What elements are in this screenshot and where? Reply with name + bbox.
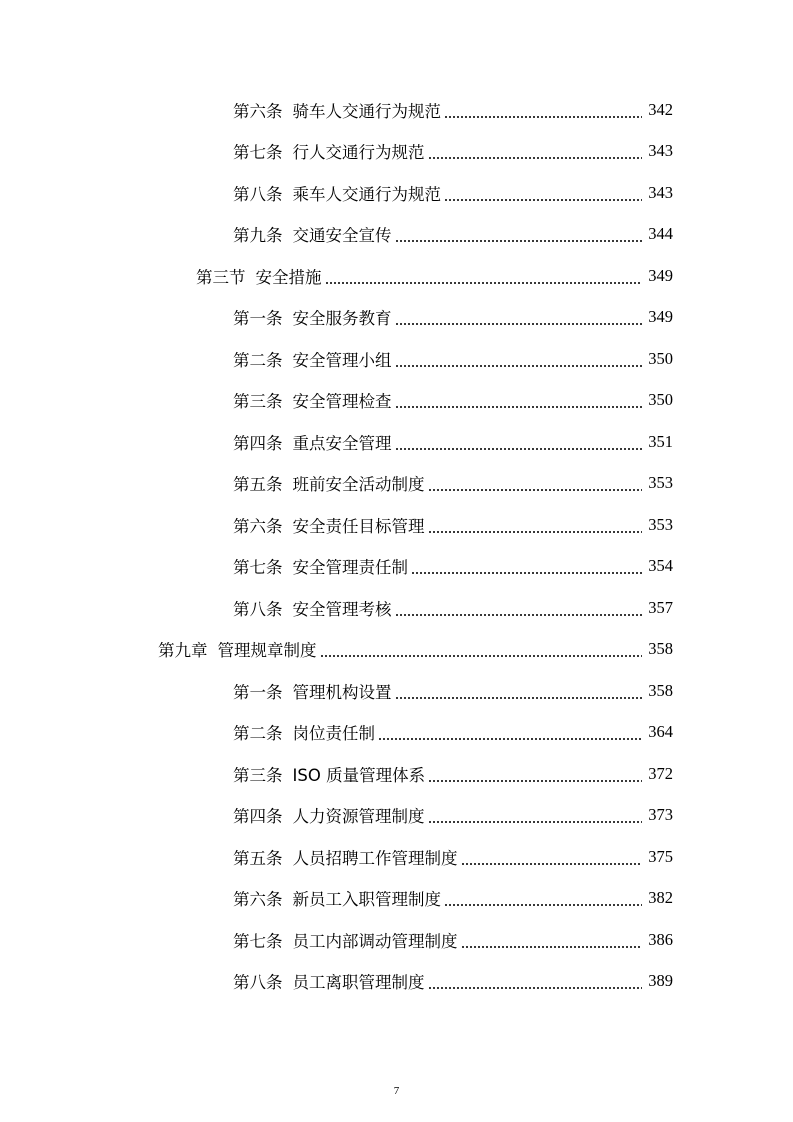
toc-entry-number: 第二条 (233, 724, 283, 744)
toc-entry-title: 安全责任目标管理 (292, 516, 425, 536)
toc-dot-leader (428, 531, 643, 533)
toc-dot-leader (325, 282, 643, 284)
toc-entry-title: ISO 质量管理体系 (292, 765, 426, 785)
toc-entry-title: 重点安全管理 (292, 433, 392, 453)
toc-entry[interactable] (0, 421, 793, 463)
toc-entry-title: 交通安全宣传 (292, 226, 392, 246)
toc-entry[interactable] (0, 338, 793, 380)
toc-entry-page: 373 (648, 805, 673, 825)
toc-dot-leader (395, 614, 643, 616)
toc-dot-leader (378, 738, 642, 740)
page-number: 7 (393, 1085, 400, 1097)
toc-entry-number: 第七条 (233, 143, 283, 163)
toc-entry-number: 第一条 (233, 682, 283, 702)
toc-entry-number: 第八条 (233, 973, 283, 993)
toc-entry[interactable] (0, 878, 793, 920)
toc-entry-page: 353 (648, 473, 673, 493)
table-of-contents (0, 89, 793, 1002)
toc-entry-number: 第一条 (233, 309, 283, 329)
toc-dot-leader (461, 946, 643, 948)
toc-entry-number: 第七条 (233, 931, 283, 951)
toc-entry-title: 乘车人交通行为规范 (292, 184, 441, 204)
toc-entry-number: 第二条 (233, 350, 283, 370)
toc-dot-leader (428, 157, 643, 159)
toc-entry-title: 人力资源管理制度 (292, 807, 425, 827)
toc-entry-number: 第九条 (233, 226, 283, 246)
toc-entry-number: 第三节 (196, 267, 246, 287)
toc-entry-number: 第九章 (158, 641, 208, 661)
toc-entry-title: 员工内部调动管理制度 (292, 931, 458, 951)
toc-entry-page: 372 (648, 763, 673, 783)
toc-entry-title: 安全服务教育 (292, 309, 392, 329)
toc-entry-page: 389 (648, 971, 673, 991)
toc-entry[interactable] (0, 961, 793, 1003)
toc-entry[interactable] (0, 795, 793, 837)
toc-entry-page: 349 (648, 307, 673, 327)
toc-entry-title: 安全管理考核 (292, 599, 392, 619)
toc-entry-number: 第三条 (233, 392, 283, 412)
toc-entry-title: 管理规章制度 (217, 641, 317, 661)
toc-entry-number: 第五条 (233, 848, 283, 868)
toc-entry-title: 岗位责任制 (292, 724, 375, 744)
toc-entry-title: 人员招聘工作管理制度 (292, 848, 458, 868)
toc-entry[interactable] (0, 587, 793, 629)
toc-entry[interactable] (0, 89, 793, 131)
toc-entry-number: 第五条 (233, 475, 283, 495)
toc-entry[interactable] (0, 712, 793, 754)
toc-dot-leader (461, 863, 643, 865)
toc-entry-title: 安全管理责任制 (292, 558, 408, 578)
toc-entry-title: 骑车人交通行为规范 (292, 101, 441, 121)
toc-entry-title: 员工离职管理制度 (292, 973, 425, 993)
toc-entry-page: 343 (648, 182, 673, 202)
toc-entry-page: 386 (648, 929, 673, 949)
toc-entry-page: 342 (648, 99, 673, 119)
toc-dot-leader (428, 987, 643, 989)
toc-entry-title: 新员工入职管理制度 (292, 890, 441, 910)
toc-entry-page: 351 (648, 431, 673, 451)
toc-entry[interactable] (0, 297, 793, 339)
toc-entry-number: 第四条 (233, 807, 283, 827)
toc-dot-leader (411, 572, 642, 574)
toc-entry[interactable] (0, 836, 793, 878)
toc-dot-leader (395, 448, 643, 450)
toc-entry-number: 第四条 (233, 433, 283, 453)
toc-entry-number: 第八条 (233, 184, 283, 204)
toc-entry[interactable] (0, 753, 793, 795)
toc-entry[interactable] (0, 919, 793, 961)
toc-entry-title: 管理机构设置 (292, 682, 392, 702)
toc-dot-leader (395, 240, 643, 242)
toc-entry[interactable] (0, 172, 793, 214)
toc-entry-page: 344 (648, 224, 673, 244)
toc-entry-page: 343 (648, 141, 673, 161)
toc-dot-leader (320, 655, 643, 657)
toc-dot-leader (444, 199, 642, 201)
toc-entry[interactable] (0, 546, 793, 588)
toc-dot-leader (444, 904, 642, 906)
toc-entry-title: 行人交通行为规范 (292, 143, 425, 163)
toc-entry[interactable] (0, 131, 793, 173)
toc-entry[interactable] (0, 670, 793, 712)
toc-dot-leader (428, 821, 643, 823)
toc-entry-page: 382 (648, 888, 673, 908)
toc-entry-title: 班前安全活动制度 (292, 475, 425, 495)
toc-entry-number: 第六条 (233, 516, 283, 536)
toc-entry[interactable] (0, 214, 793, 256)
toc-entry-page: 350 (648, 390, 673, 410)
toc-entry-title: 安全管理检查 (292, 392, 392, 412)
toc-dot-leader (428, 780, 642, 782)
toc-dot-leader (395, 406, 643, 408)
toc-entry-number: 第六条 (233, 890, 283, 910)
toc-dot-leader (395, 365, 643, 367)
toc-entry-number: 第六条 (233, 101, 283, 121)
toc-entry[interactable] (0, 380, 793, 422)
toc-entry[interactable] (0, 255, 793, 297)
toc-entry-page: 375 (648, 846, 673, 866)
toc-entry-number: 第八条 (233, 599, 283, 619)
toc-entry-page: 350 (648, 348, 673, 368)
toc-entry[interactable] (0, 463, 793, 505)
toc-entry-page: 354 (648, 556, 673, 576)
toc-entry-page: 349 (648, 265, 673, 285)
toc-entry-number: 第七条 (233, 558, 283, 578)
toc-dot-leader (428, 489, 643, 491)
toc-entry[interactable] (0, 629, 793, 671)
toc-dot-leader (395, 323, 643, 325)
toc-entry-number: 第三条 (233, 765, 283, 785)
toc-dot-leader (395, 697, 643, 699)
toc-entry-page: 353 (648, 514, 673, 534)
toc-entry[interactable] (0, 504, 793, 546)
toc-entry-page: 358 (648, 639, 673, 659)
toc-entry-page: 364 (648, 722, 673, 742)
toc-entry-page: 358 (648, 680, 673, 700)
toc-entry-page: 357 (648, 597, 673, 617)
toc-entry-title: 安全措施 (255, 267, 322, 287)
toc-entry-title: 安全管理小组 (292, 350, 392, 370)
toc-dot-leader (444, 116, 642, 118)
